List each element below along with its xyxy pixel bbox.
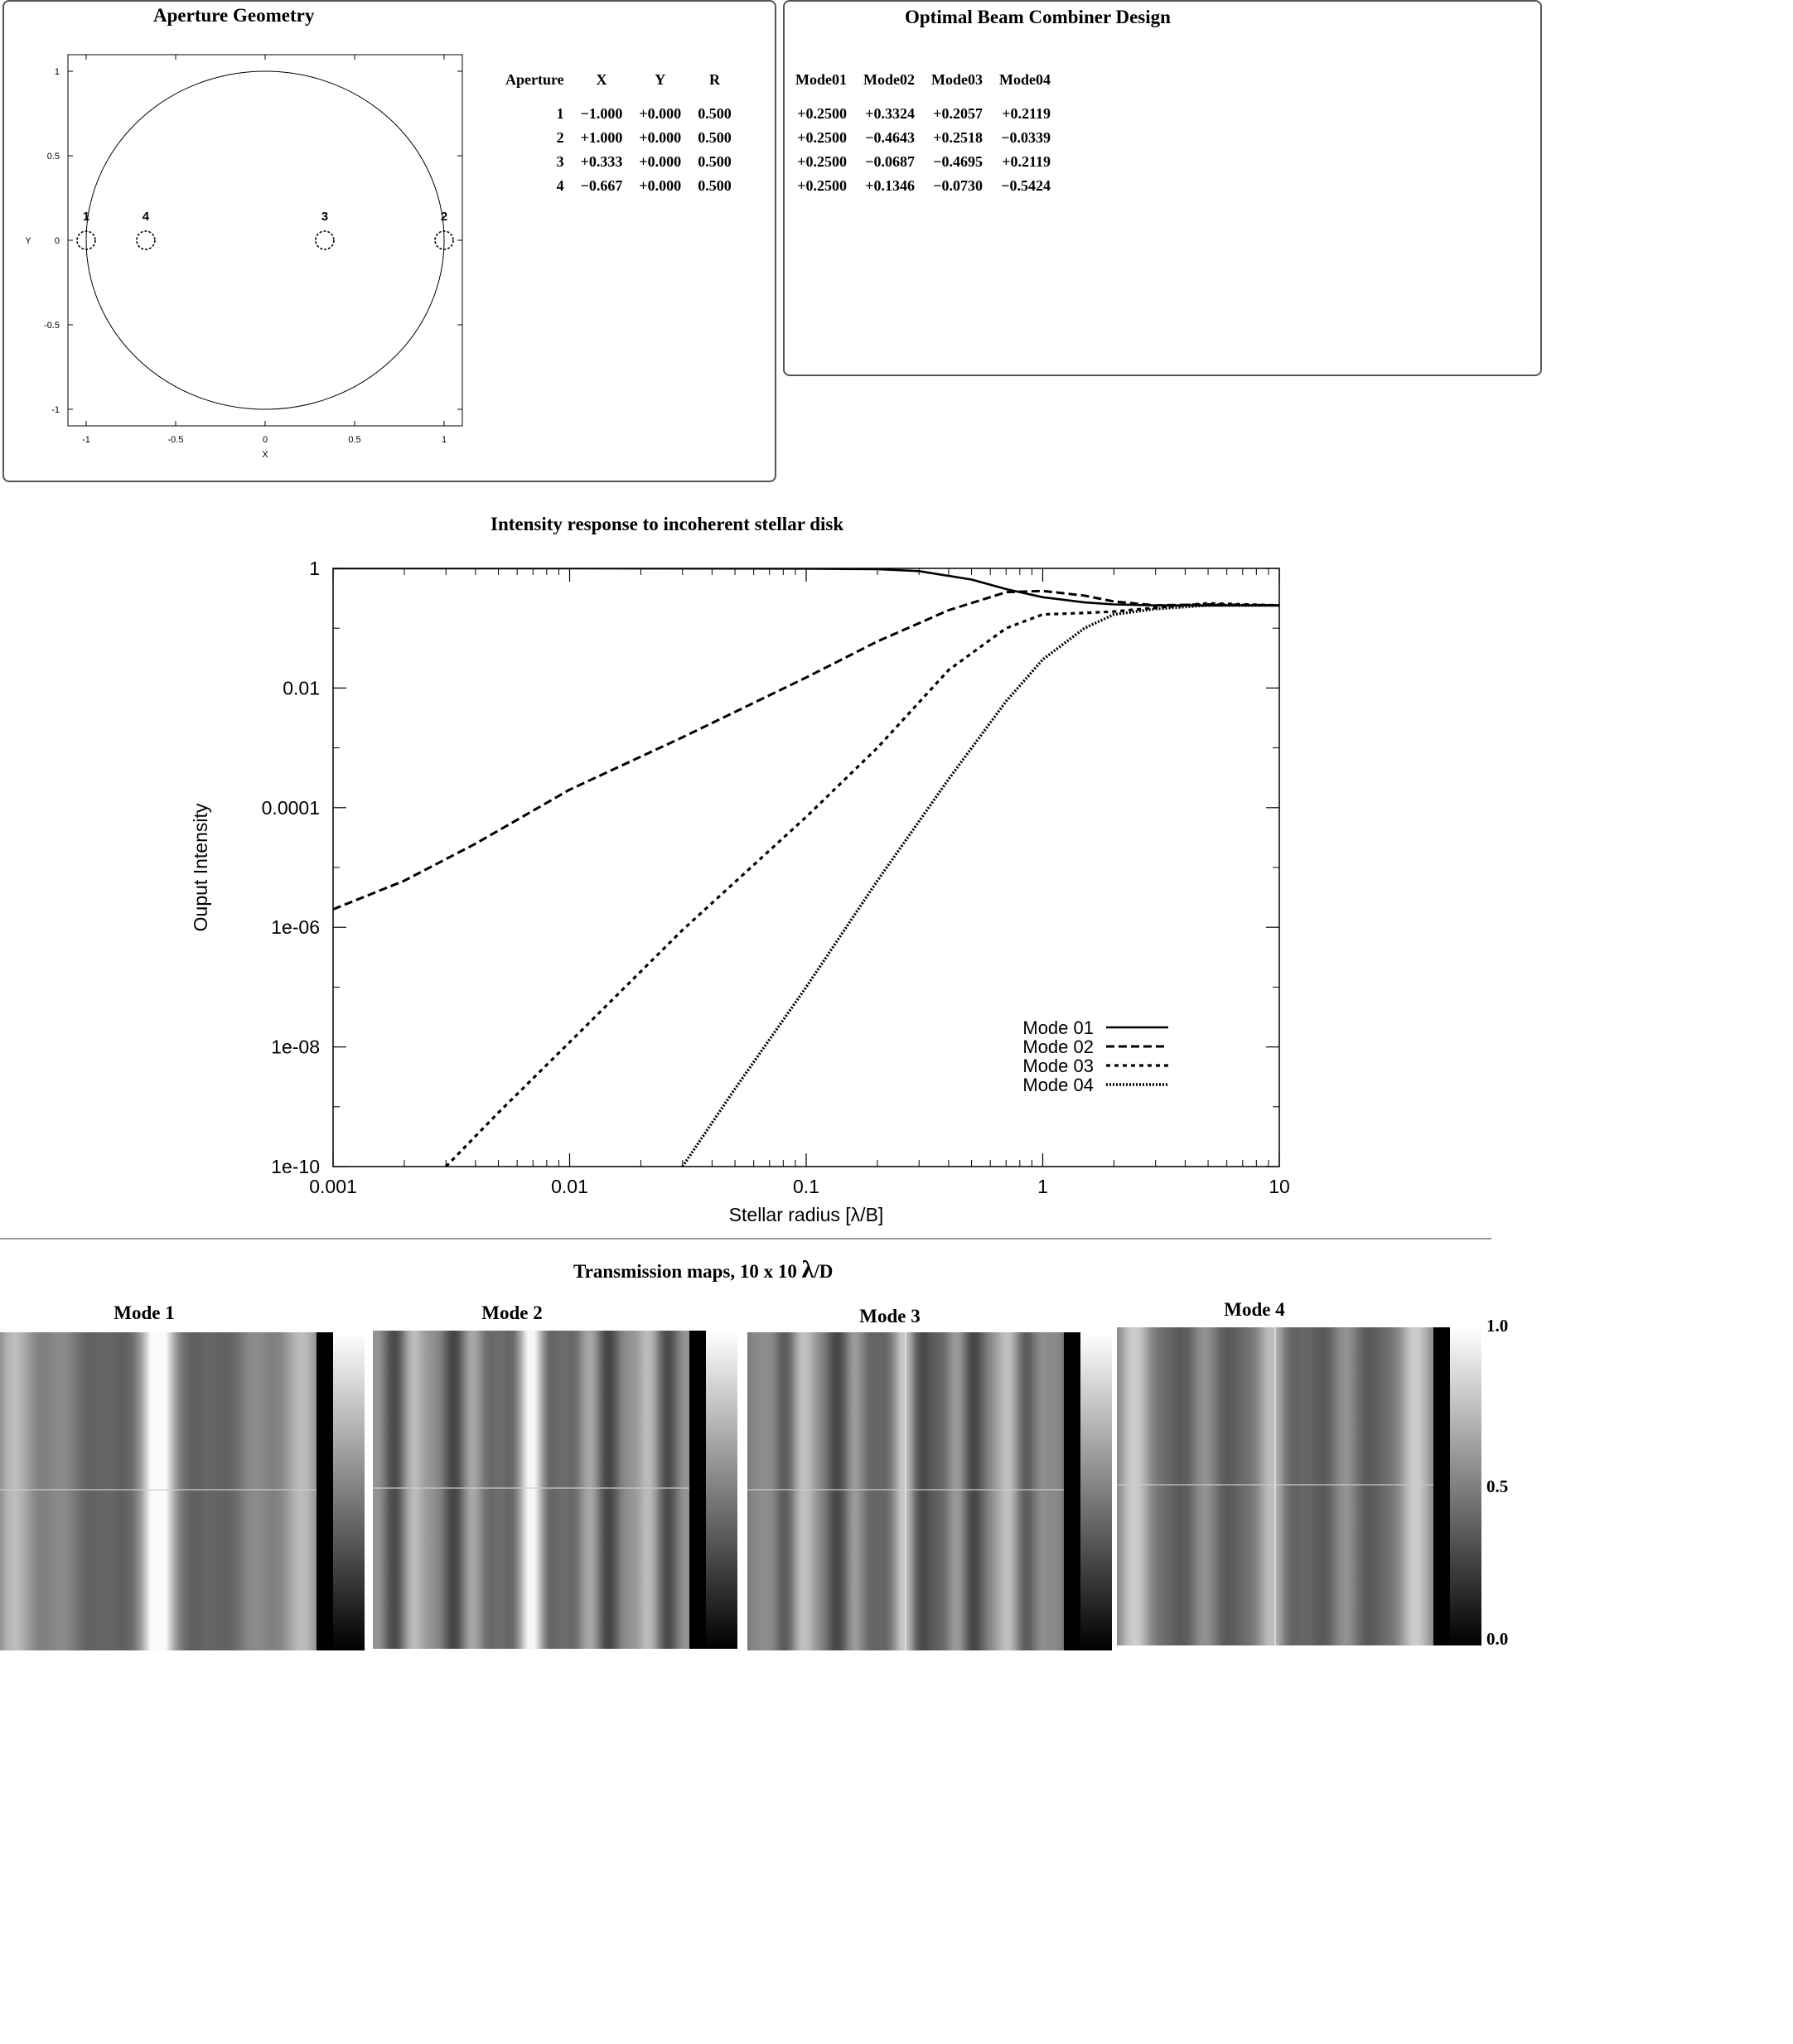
x-axis-label: X	[262, 450, 268, 460]
section-divider	[0, 1238, 1491, 1239]
combiner-table-cell: −0.4643	[865, 129, 915, 146]
y-tick-label: 1	[54, 67, 60, 77]
transmission-map-4	[1117, 1327, 1481, 1645]
aperture-table-cell: 2	[556, 129, 564, 146]
aperture-table-cell: −1.000	[580, 105, 623, 122]
lambda-symbol: λ	[801, 1256, 814, 1283]
combiner-table-cell: −0.0687	[865, 153, 915, 170]
combiner-table-cell: +0.2119	[1002, 153, 1051, 170]
aperture-table-cell: 0.500	[698, 153, 732, 170]
x-tick-label: 0.5	[348, 435, 361, 445]
y-tick-label: 1e-08	[271, 1036, 320, 1058]
map-label-3: Mode 3	[859, 1306, 921, 1326]
aperture-table-cell: 1	[556, 105, 564, 122]
combiner-table-row	[787, 102, 1059, 126]
y-tick-label: 0.01	[283, 677, 320, 699]
y-tick-label: -1	[51, 405, 60, 415]
combiner-table-header-3: Mode04	[999, 71, 1051, 88]
combiner-table-row	[787, 150, 1059, 174]
transmission-map-3	[747, 1332, 1112, 1650]
combiner-table-header-1: Mode02	[863, 71, 915, 88]
x-tick-label: 1	[441, 435, 447, 445]
aperture-table-cell: 0.500	[698, 177, 732, 194]
colorbar-edge	[1433, 1327, 1450, 1645]
combiner-table-cell: +0.2518	[933, 129, 983, 146]
aperture-plot-frame	[68, 55, 462, 426]
colorbar-edge	[317, 1332, 333, 1650]
aperture-table-cell: +0.000	[639, 153, 682, 170]
y-tick-label: 0.0001	[261, 796, 320, 819]
aperture-label: 1	[82, 210, 90, 224]
aperture-marker	[316, 231, 334, 249]
x-tick-label: 0.1	[793, 1176, 819, 1197]
aperture-table-cell: +0.333	[580, 153, 623, 170]
combiner-table-cell: +0.2500	[797, 153, 847, 170]
map-label-4: Mode 4	[1224, 1299, 1285, 1320]
y-tick-label: -0.5	[44, 321, 60, 331]
x-tick-label: 0.01	[551, 1176, 588, 1197]
map-label-1: Mode 1	[114, 1302, 175, 1323]
transmission-map-1	[0, 1332, 365, 1650]
combiner-table-cell: +0.3324	[865, 105, 915, 122]
combiner-table-row	[787, 126, 1059, 150]
aperture-table-header-2: Y	[655, 71, 666, 88]
colorbar-tick-bottom: 0.0	[1486, 1629, 1509, 1649]
colorbar-edge	[689, 1331, 706, 1649]
combiner-table-cell: +0.1346	[865, 177, 915, 194]
intensity-chart	[166, 547, 1326, 1235]
x-tick-label: -0.5	[167, 435, 184, 445]
combiner-table-cell: −0.0339	[1001, 129, 1051, 146]
aperture-table-cell: 0.500	[698, 129, 732, 146]
aperture-table-row	[497, 126, 740, 150]
combiner-table-cell: +0.2500	[797, 129, 847, 146]
x-tick-label: 10	[1269, 1176, 1290, 1197]
x-tick-label: 1	[1037, 1176, 1048, 1197]
combiner-table-cell: −0.0730	[933, 177, 983, 194]
x-tick-label: -1	[82, 435, 90, 445]
series-line-mode-04	[683, 606, 1279, 1167]
legend-label: Mode 03	[1022, 1056, 1094, 1076]
legend-label: Mode 04	[1022, 1075, 1094, 1095]
y-tick-label: 1e-10	[271, 1156, 320, 1177]
colorbar-tick-mid: 0.5	[1486, 1476, 1509, 1496]
combiner-table	[787, 68, 1059, 198]
combiner-table-cell: +0.2119	[1002, 105, 1051, 122]
aperture-table-cell: +1.000	[580, 129, 623, 146]
colorbar	[1080, 1332, 1112, 1650]
aperture-table-cell: −0.667	[580, 177, 623, 194]
chart-frame	[333, 568, 1279, 1167]
x-tick-label: 0	[262, 435, 268, 445]
combiner-table-cell: −0.4695	[933, 153, 983, 170]
y-axis-label: Ouput Intensity	[190, 803, 211, 932]
aperture-table	[497, 68, 740, 198]
combiner-table-cell: +0.2057	[933, 105, 983, 122]
y-tick-label: 1	[309, 558, 320, 579]
aperture-table-cell: +0.000	[639, 129, 682, 146]
aperture-table-row	[497, 102, 740, 126]
y-tick-label: 0.5	[46, 152, 60, 162]
aperture-table-header-3: R	[708, 71, 720, 88]
y-tick-label: 1e-06	[271, 916, 320, 939]
y-axis-label: Y	[25, 236, 31, 246]
x-tick-label: 0.001	[309, 1176, 357, 1197]
aperture-plot	[17, 41, 481, 472]
combiner-table-cell: +0.2500	[797, 105, 847, 122]
maps-title	[573, 1256, 833, 1284]
aperture-label: 2	[440, 210, 448, 224]
combiner-table-cell: +0.2500	[797, 177, 847, 194]
series-line-mode-03	[446, 603, 1279, 1167]
aperture-label: 4	[142, 210, 150, 224]
colorbar	[706, 1331, 737, 1649]
pupil-circle	[86, 71, 444, 409]
colorbar	[333, 1332, 365, 1650]
aperture-table-row	[497, 174, 740, 198]
aperture-table-cell: +0.000	[639, 105, 682, 122]
combiner-table-header-2: Mode03	[931, 71, 983, 88]
combiner-table-header-0: Mode01	[795, 71, 847, 88]
aperture-table-cell: 4	[556, 177, 564, 194]
aperture-marker	[137, 231, 155, 249]
legend-label: Mode 02	[1022, 1036, 1094, 1057]
map-image	[0, 1332, 317, 1650]
x-axis-label: Stellar radius [λ/B]	[728, 1204, 884, 1225]
combiner-table-row	[787, 174, 1059, 198]
chart-title: Intensity response to incoherent stellar disk	[491, 514, 844, 534]
aperture-table-cell: 3	[556, 153, 564, 170]
map-label-2: Mode 2	[481, 1302, 543, 1323]
aperture-table-header-1: X	[596, 71, 607, 88]
combiner-table-cell: −0.5424	[1001, 177, 1051, 194]
colorbar	[1450, 1327, 1481, 1645]
colorbar-tick-top: 1.0	[1486, 1316, 1509, 1336]
aperture-table-cell: 0.500	[698, 105, 732, 122]
y-tick-label: 0	[54, 236, 60, 246]
transmission-map-2	[373, 1331, 737, 1649]
combiner-panel-title: Optimal Beam Combiner Design	[905, 7, 1171, 27]
aperture-label: 3	[321, 210, 329, 224]
maps-title-text: Transmission maps, 10 x 10	[573, 1261, 802, 1282]
colorbar-edge	[1064, 1332, 1080, 1650]
aperture-table-row	[497, 150, 740, 174]
aperture-table-cell: +0.000	[639, 177, 682, 194]
aperture-panel-title: Aperture Geometry	[153, 5, 315, 26]
aperture-table-header-0: Aperture	[505, 71, 564, 88]
legend-label: Mode 01	[1022, 1017, 1094, 1038]
maps-title-suffix: /D	[814, 1261, 834, 1282]
series-line-mode-02	[333, 591, 1279, 909]
